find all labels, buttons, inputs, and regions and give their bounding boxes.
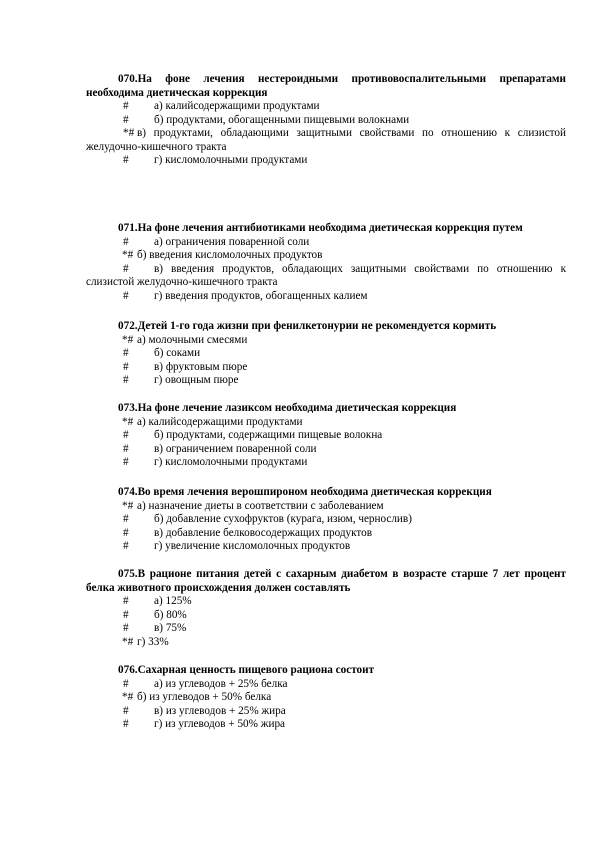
question-number: 071. [118, 222, 138, 234]
question-074 [86, 486, 566, 554]
option-text: фруктовым пюре [165, 360, 248, 373]
answer-option[interactable] [86, 540, 566, 554]
answer-option[interactable] [86, 347, 566, 361]
question-number: 070. [118, 73, 138, 85]
option-letter: г) [137, 635, 146, 648]
option-letter: г) [154, 718, 163, 730]
option-text: 75% [165, 622, 187, 634]
option-marker: # [123, 262, 129, 275]
answer-option[interactable] [86, 374, 566, 388]
question-title [86, 402, 566, 416]
answer-option[interactable] [86, 334, 566, 348]
question-073 [86, 402, 566, 470]
option-letter: г) [154, 154, 163, 166]
answer-option[interactable] [86, 705, 566, 719]
option-marker: # [123, 360, 129, 373]
option-text: введения продуктов, обогащенных калием [165, 289, 368, 302]
question-075 [86, 568, 566, 649]
option-letter: г) [154, 374, 163, 386]
option-marker: # [123, 289, 129, 302]
option-text: молочными смесями [148, 333, 248, 346]
answer-option[interactable] [86, 691, 566, 705]
option-letter: а) [154, 677, 163, 690]
answer-option[interactable] [86, 595, 566, 609]
answer-option[interactable] [86, 114, 566, 128]
answer-option[interactable] [86, 416, 566, 430]
answer-option[interactable] [86, 361, 566, 375]
answer-option[interactable] [86, 249, 566, 263]
option-marker: # [123, 608, 129, 621]
option-text: соками [166, 347, 201, 359]
answer-option[interactable] [86, 154, 566, 168]
answer-option[interactable] [86, 429, 566, 443]
question-number: 072. [118, 320, 138, 332]
option-letter: б) [154, 608, 164, 621]
option-marker: *# [122, 691, 134, 703]
option-marker: *# [123, 127, 135, 139]
option-text: введения продуктов, обладающих защитными свойствами по отношению к слизистой желудочно-кишечного тракта [86, 262, 567, 288]
option-letter: г) [154, 456, 163, 468]
question-text: На фоне лечения антибиотиками необходима диетическая коррекция путем [137, 222, 523, 234]
option-letter: в) [154, 442, 164, 455]
option-marker: # [123, 526, 129, 539]
answer-option[interactable] [86, 678, 566, 692]
option-marker: # [123, 100, 129, 112]
question-070 [86, 73, 566, 168]
question-text: В рационе питания детей с сахарным диабетом в возрасте старше 7 лет процент белка животного происхождения должен составлять [86, 568, 566, 594]
option-letter: в) [154, 526, 164, 539]
answer-option[interactable] [86, 263, 566, 290]
question-072 [86, 320, 566, 388]
option-text: из углеводов + 50% белка [149, 691, 272, 703]
question-title [86, 73, 566, 100]
option-text: добавление сухофруктов (курага, изюм, чернослив) [166, 513, 412, 525]
question-title [86, 222, 566, 236]
question-076 [86, 664, 566, 732]
option-text: ограничением поваренной соли [165, 442, 317, 455]
option-letter: б) [154, 347, 164, 359]
answer-option[interactable] [86, 456, 566, 470]
question-title [86, 664, 566, 678]
option-letter: в) [154, 262, 164, 275]
option-marker: # [123, 113, 129, 126]
option-marker: # [123, 456, 129, 468]
option-letter: б) [137, 249, 147, 261]
option-letter: б) [154, 113, 164, 126]
option-text: 125% [165, 595, 192, 607]
question-text: Сахарная ценность пищевого рациона состоит [137, 664, 375, 676]
question-title [86, 320, 566, 334]
option-text: продуктами, содержащими пищевые волокна [166, 429, 383, 441]
answer-option[interactable] [86, 718, 566, 732]
option-letter: в) [154, 704, 164, 717]
option-text: назначение диеты в соответствии с заболеванием [148, 499, 384, 512]
option-marker: # [123, 704, 129, 717]
option-marker: # [123, 442, 129, 455]
option-marker: *# [122, 499, 134, 512]
question-number: 076. [118, 664, 138, 676]
answer-option[interactable] [86, 513, 566, 527]
option-marker: *# [122, 415, 134, 428]
option-text: кисломолочными продуктами [165, 456, 308, 468]
option-letter: г) [154, 289, 163, 302]
answer-option[interactable] [86, 290, 566, 304]
option-marker: # [123, 677, 129, 690]
answer-option[interactable] [86, 609, 566, 623]
option-letter: б) [137, 691, 147, 703]
option-marker: # [123, 622, 129, 634]
option-marker: *# [122, 635, 134, 648]
option-text: добавление белковосодержащих продуктов [165, 526, 373, 539]
question-number: 075. [118, 568, 138, 580]
option-marker: *# [122, 333, 134, 346]
answer-option[interactable] [86, 100, 566, 114]
option-marker: # [123, 347, 129, 359]
option-letter: в) [154, 360, 164, 373]
question-number: 074. [118, 486, 138, 498]
question-number: 073. [118, 402, 138, 414]
question-text: На фоне лечение лазиксом необходима диетическая коррекция [137, 402, 457, 414]
option-text: введения кисломолочных продуктов [149, 249, 323, 261]
option-letter: а) [154, 100, 163, 112]
question-text: Во время лечения верошпироном необходима диетическая коррекция [137, 486, 492, 498]
option-letter: б) [154, 513, 164, 525]
option-marker: # [123, 374, 129, 386]
option-text: из углеводов + 50% жира [165, 718, 286, 730]
option-letter: а) [137, 415, 146, 428]
option-text: увеличение кисломолочных продуктов [165, 540, 351, 552]
option-letter: г) [154, 540, 163, 552]
answer-option[interactable] [86, 500, 566, 514]
option-marker: # [123, 718, 129, 730]
option-marker: # [123, 595, 129, 607]
option-marker: # [123, 154, 129, 166]
answer-option[interactable] [86, 236, 566, 250]
option-letter: а) [137, 499, 146, 512]
option-text: из углеводов + 25% жира [165, 704, 286, 717]
answer-option[interactable] [86, 127, 566, 154]
option-text: продуктами, обогащенными пищевыми волокнами [166, 113, 410, 126]
option-marker: # [123, 540, 129, 552]
option-letter: а) [154, 595, 163, 607]
option-text: 33% [148, 635, 169, 648]
option-marker: # [123, 235, 129, 248]
option-text: калийсодержащими продуктами [165, 100, 320, 112]
option-letter: б) [154, 429, 164, 441]
option-text: кисломолочными продуктами [165, 154, 308, 166]
option-marker: # [123, 429, 129, 441]
option-text: из углеводов + 25% белка [165, 677, 288, 690]
option-letter: а) [154, 235, 163, 248]
answer-option[interactable] [86, 636, 566, 650]
option-letter: а) [137, 333, 146, 346]
answer-option[interactable] [86, 527, 566, 541]
option-letter: в) [137, 127, 147, 139]
question-text: На фоне лечения нестероидными противовоспалительными препаратами необходима диетическая коррекция [86, 73, 566, 99]
option-text: продуктами, обладающими защитными свойствами по отношению к слизистой желудочно-кишечного тракта [86, 127, 566, 153]
option-text: ограничения поваренной соли [165, 235, 310, 248]
question-title [86, 568, 566, 595]
answer-option[interactable] [86, 443, 566, 457]
option-marker: *# [122, 249, 134, 261]
option-text: калийсодержащими продуктами [148, 415, 303, 428]
question-text: Детей 1-го года жизни при фенилкетонурии не рекомендуется кормить [137, 320, 497, 332]
question-title [86, 486, 566, 500]
answer-option[interactable] [86, 622, 566, 636]
option-text: 80% [166, 608, 187, 621]
option-text: овощным пюре [165, 374, 239, 386]
option-marker: # [123, 513, 129, 525]
option-letter: в) [154, 622, 164, 634]
question-071 [86, 222, 566, 303]
